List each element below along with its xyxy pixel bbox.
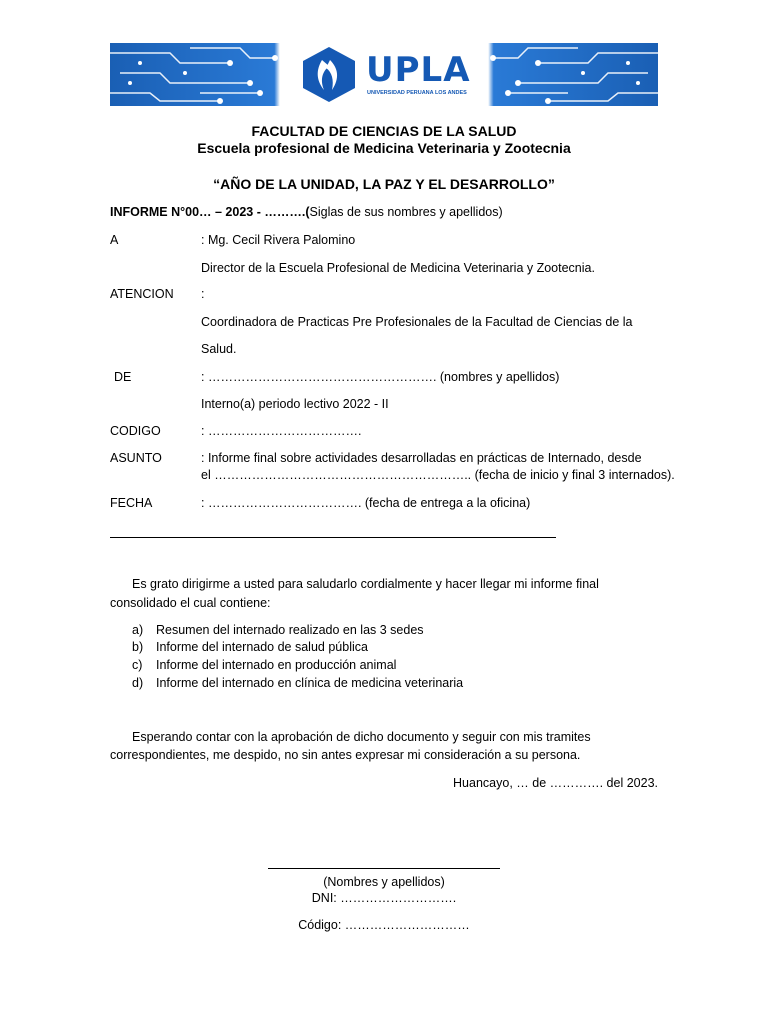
field-asunto-label: ASUNTO — [110, 451, 162, 465]
upla-logo — [300, 46, 470, 103]
signature-dni: DNI: ………………………. — [311, 891, 457, 905]
faculty-title: FACULTAD DE CIENCIAS DE LA SALUD — [251, 123, 517, 139]
school-title: Escuela profesional de Medicina Veterinaria y Zootecnia — [197, 140, 571, 156]
header-banner — [110, 43, 658, 106]
closing-line1: Esperando contar con la aprobación de dicho documento y seguir con mis tramites — [132, 730, 591, 744]
field-asunto-line1: : Informe final sobre actividades desarrolladas en prácticas de Internado, desde — [201, 451, 642, 465]
signature-code: Código: ………………………… — [298, 918, 470, 932]
list-letter: d) — [132, 676, 144, 690]
circuit-pattern-right — [488, 43, 658, 106]
signature-name: (Nombres y apellidos) — [323, 875, 445, 889]
field-atencion-line1: Coordinadora de Practicas Pre Profesionales de la Facultad de Ciencias de la — [201, 315, 633, 329]
field-atencion-label: ATENCION — [110, 287, 174, 301]
field-atencion-colon: : — [201, 287, 205, 301]
list-letter: c) — [132, 658, 143, 672]
field-asunto-line2: el …………………………………………………….. (fecha de inicio y final 3 internados). — [201, 468, 675, 482]
field-fecha-value: : ………………………………. (fecha de entrega a la oficina) — [201, 496, 531, 510]
list-letter: b) — [132, 640, 144, 654]
field-codigo-label: CODIGO — [110, 424, 161, 438]
field-de-label: DE — [114, 370, 132, 384]
upla-emblem-icon — [300, 46, 358, 103]
logo-subtitle: UNIVERSIDAD PERUANA LOS ANDES — [367, 90, 467, 96]
report-number-bold: INFORME N°00… – 2023 - ……….( — [110, 205, 310, 219]
list-item — [132, 640, 368, 654]
field-a-role: Director de la Escuela Profesional de Medicina Veterinaria y Zootecnia. — [201, 261, 595, 275]
list-text: Informe del internado en producción animal — [156, 658, 397, 672]
separator-line — [110, 537, 556, 538]
list-item — [132, 658, 396, 672]
list-item — [132, 676, 463, 690]
place-date: Huancayo, … de …………. del 2023. — [453, 776, 658, 790]
list-letter: a) — [132, 623, 144, 637]
circuit-pattern-left — [110, 43, 280, 106]
closing-line2: correspondientes, me despido, no sin antes expresar mi consideración a su persona. — [110, 748, 581, 762]
field-de-value: : ………………………………………………. (nombres y apellidos) — [201, 370, 560, 384]
list-item — [132, 623, 424, 637]
list-text: Resumen del internado realizado en las 3 sedes — [156, 623, 424, 637]
field-a-label: A — [110, 233, 119, 247]
logo-text: UPLA — [366, 50, 471, 90]
signature-line — [268, 868, 500, 869]
field-a-value: : Mg. Cecil Rivera Palomino — [201, 233, 356, 247]
field-codigo-value: : ………………………………. — [201, 424, 362, 438]
intro-line1: Es grato dirigirme a usted para saludarlo cordialmente y hacer llegar mi informe final — [132, 577, 599, 591]
report-number — [110, 205, 503, 219]
list-text: Informe del internado de salud pública — [156, 640, 368, 654]
field-de-role: Interno(a) periodo lectivo 2022 - II — [201, 397, 389, 411]
field-fecha-label: FECHA — [110, 496, 153, 510]
field-atencion-line2: Salud. — [201, 342, 237, 356]
intro-line2: consolidado el cual contiene: — [110, 596, 271, 610]
list-text: Informe del internado en clínica de medicina veterinaria — [156, 676, 464, 690]
year-motto: “AÑO DE LA UNIDAD, LA PAZ Y EL DESARROLLO” — [213, 176, 555, 192]
report-number-rest: Siglas de sus nombres y apellidos) — [309, 205, 503, 219]
